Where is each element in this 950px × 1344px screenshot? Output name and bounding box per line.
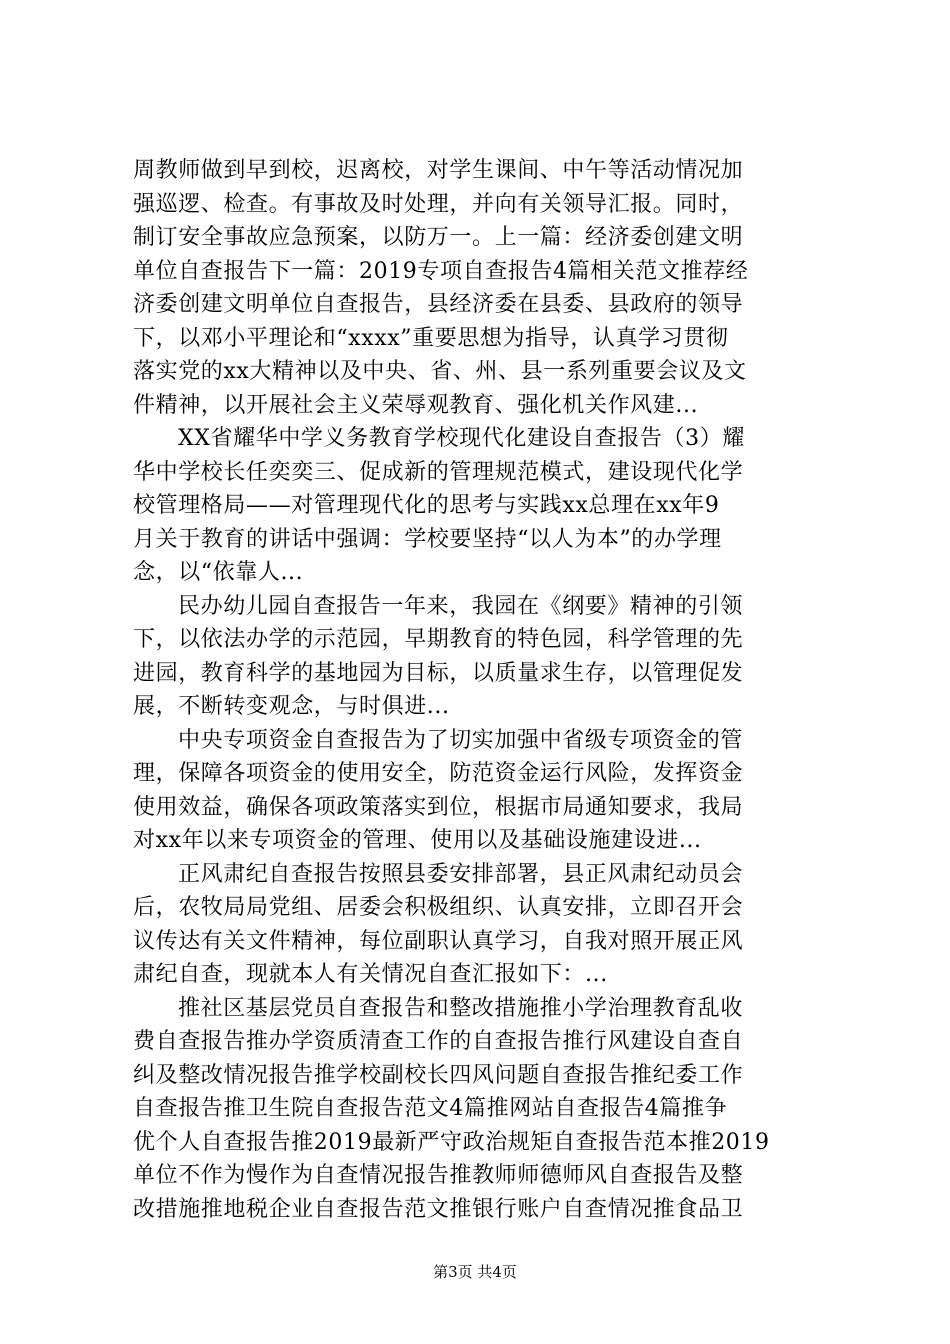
text-line: 制订安全事故应急预案，以防万一。上一篇：经济委创建文明	[133, 225, 744, 250]
text-line: 推社区基层党员自查报告和整改措施推小学治理教育乱收	[178, 995, 744, 1021]
text-line: 下，以邓小平理论和“xxxx”重要思想为指导，认真学习贯彻	[133, 325, 729, 351]
text-line: 后，农牧局局党组、居委会积极组织、认真安排，立即召开会	[133, 895, 744, 920]
text-line: 中央专项资金自查报告为了切实加强中省级专项资金的管	[178, 727, 744, 753]
text-line: 理，保障各项资金的使用安全，防范资金运行风险，发挥资金	[133, 761, 744, 786]
text-line: 议传达有关文件精神，每位副职认真学习，自我对照开展正风	[133, 928, 744, 954]
text-line: 济委创建文明单位自查报告，县经济委在县委、县政府的领导	[133, 292, 744, 317]
text-line: XX省耀华中学义务教育学校现代化建设自查报告（3）耀	[178, 426, 745, 451]
text-line: 正风肃纪自查报告按照县委安排部署，县正风肃纪动员会	[178, 861, 744, 887]
text-line: 强巡逻、检查。有事故及时处理，并向有关领导汇报。同时，	[133, 191, 744, 217]
text-line: 使用效益，确保各项政策落实到位，根据市局通知要求，我局	[133, 794, 744, 820]
text-line: 校管理格局——对管理现代化的思考与实践xx总理在xx年9	[133, 493, 720, 518]
text-line: 落实党的xx大精神以及中央、省、州、县一系列重要会议及文	[133, 359, 747, 384]
text-line: 月关于教育的讲话中强调：学校要坚持“以人为本”的办学理	[133, 526, 722, 552]
text-line: 改措施推地税企业自查报告范文推银行账户自查情况推食品卫	[133, 1196, 744, 1222]
text-line: 单位不作为慢作为自查情况报告推教师师德师风自查报告及整	[133, 1163, 744, 1188]
text-line: 自查报告推卫生院自查报告范文4篇推网站自查报告4篇推争	[133, 1096, 728, 1121]
text-line: 费自查报告推办学资质清查工作的自查报告推行风建设自查自	[133, 1029, 744, 1054]
text-line: 纠及整改情况报告推学校副校长四风问题自查报告推纪委工作	[133, 1062, 744, 1088]
text-line: 肃纪自查，现就本人有关情况自查汇报如下：...	[133, 962, 608, 987]
text-line: 念，以“依靠人...	[133, 560, 304, 585]
text-line: 民办幼儿园自查报告一年来，我园在《纲要》精神的引领	[178, 593, 744, 619]
document-body	[133, 154, 817, 1226]
text-line: 展，不断转变观念，与时俱进...	[133, 694, 450, 719]
text-line: 华中学校长任奕奕三、促成新的管理规范模式，建设现代化学	[133, 459, 744, 485]
text-line: 优个人自查报告推2019最新严守政治规矩自查报告范本推2019	[133, 1129, 770, 1155]
text-line: 周教师做到早到校，迟离校，对学生课间、中午等活动情况加	[133, 158, 744, 183]
page-footer	[0, 1262, 950, 1282]
text-line: 对xx年以来专项资金的管理、使用以及基础设施建设进...	[133, 828, 702, 853]
text-line: 下，以依法办学的示范园，早期教育的特色园，科学管理的先	[133, 627, 744, 652]
page-number: 第3页 共4页	[433, 1263, 517, 1281]
text-line: 单位自查报告下一篇：2019专项自查报告4篇相关范文推荐经	[133, 258, 749, 284]
text-line: 件精神，以开展社会主义荣辱观教育、强化机关作风建...	[133, 392, 699, 418]
text-line: 进园，教育科学的基地园为目标，以质量求生存，以管理促发	[133, 660, 744, 686]
